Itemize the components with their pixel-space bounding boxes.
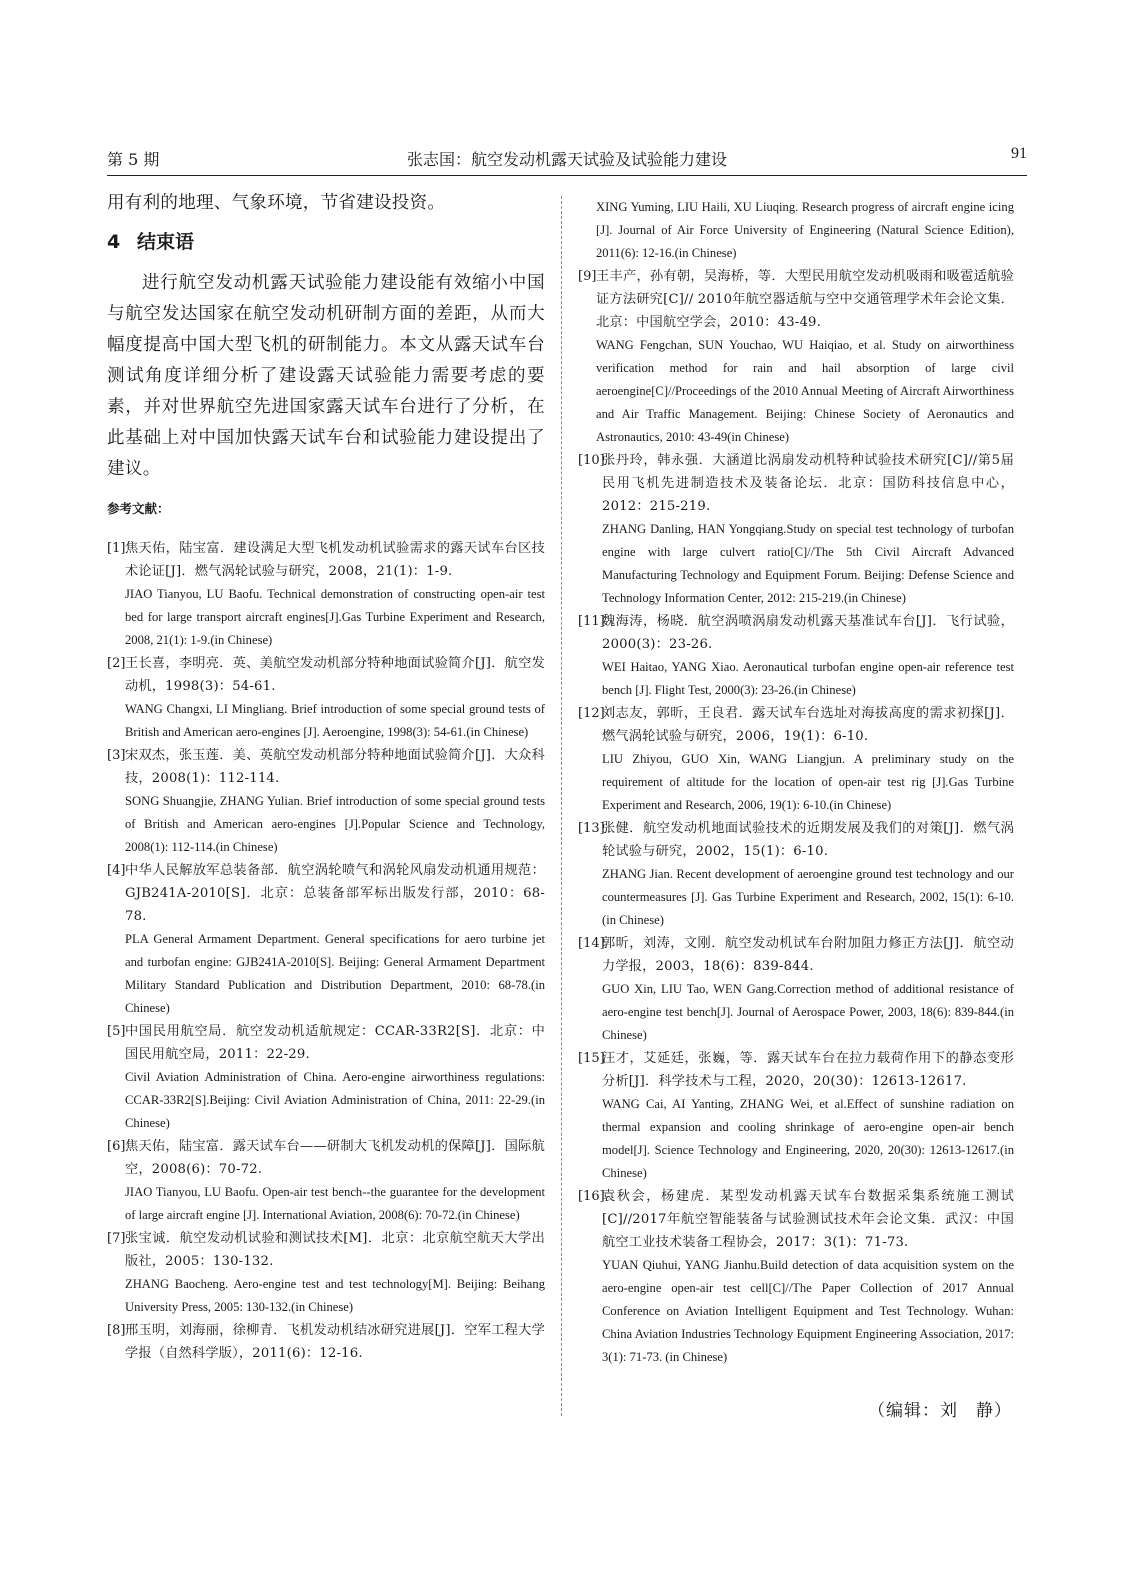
reference-number: [9] xyxy=(578,269,597,284)
reference-chinese: 魏海涛，杨晓．航空涡喷涡扇发动机露天基准试车台[J]．飞行试验，2000(3)：23-26. xyxy=(602,614,1014,652)
continued-text: 用有利的地理、气象环境，节省建设投资。 xyxy=(107,193,446,213)
reference-number: [12] xyxy=(578,706,605,721)
reference-item xyxy=(578,1185,1014,1369)
right-column xyxy=(578,196,1014,1369)
reference-number: [2] xyxy=(107,656,126,671)
reference-item xyxy=(107,652,545,744)
reference-number: [7] xyxy=(107,1231,126,1246)
running-title: 张志国：航空发动机露天试验及试验能力建设 xyxy=(406,150,727,169)
reference-chinese: 焦天佑，陆宝富．露天试车台——研制大飞机发动机的保障[J]．国际航空，2008(6)：70-72. xyxy=(125,1139,545,1177)
reference-english: WANG Changxi, LI Mingliang. Brief introduction of some special ground tests of British and American aero-engines [J]. Aeroengine, 1998(3): 54-61.(in Chinese) xyxy=(125,702,545,739)
reference-chinese: 袁秋会，杨建虎．某型发动机露天试车台数据采集系统施工测试[C]//2017年航空智能装备与试验测试技术年会论文集．武汉：中国航空工业技术装备工程协会，2017：3(1)：71-73. xyxy=(602,1189,1014,1250)
reference-number: [11] xyxy=(578,614,605,629)
reference-chinese: 汪才，艾延廷，张巍，等．露天试车台在拉力载荷作用下的静态变形分析[J]．科学技术与工程，2020，20(30)：12613-12617. xyxy=(602,1051,1014,1089)
reference-item xyxy=(578,610,1014,702)
reference-chinese: 王长喜，李明亮．英、美航空发动机部分特种地面试验简介[J]．航空发动机，1998(3)：54-61. xyxy=(125,656,545,694)
reference-number: [15] xyxy=(578,1051,605,1066)
reference-english: WANG Fengchan, SUN Youchao, WU Haiqiao, et al. Study on airworthiness verification method for rain and hail absorption of large civil aeroengine[C]//Proceedings of the 2010 Annual Meeting of Aircraft Airworthiness and Air Traffic Management. Beijing: Chinese Society of Aeronautics and Astronautics, 2010: 43-49(in Chinese) xyxy=(596,338,1014,444)
reference-chinese: 刘志友，郭昕，王良君．露天试车台选址对海拔高度的需求初探[J]．燃气涡轮试验与研究，2006，19(1)：6-10. xyxy=(602,706,1014,744)
reference-english: GUO Xin, LIU Tao, WEN Gang.Correction method of additional resistance of aero-engine test bench[J]. Journal of Aerospace Power, 2003, 18(6): 839-844.(in Chinese) xyxy=(602,982,1014,1042)
reference-item xyxy=(578,932,1014,1047)
reference-item xyxy=(107,1319,545,1365)
reference-number: [8] xyxy=(107,1323,126,1338)
reference-item xyxy=(107,1227,545,1319)
reference-english: LIU Zhiyou, GUO Xin, WANG Liangjun. A preliminary study on the requirement of altitude for the location of open-air test rig [J].Gas Turbine Experiment and Research, 2006, 19(1): 6-10.(in Chinese) xyxy=(602,752,1014,812)
reference-english: Civil Aviation Administration of China. Aero-engine airworthiness regulations: CCAR-33R2[S].Beijing: Civil Aviation Administration of China, 2011: 22-29.(in Chinese) xyxy=(125,1070,545,1130)
reference-number: [3] xyxy=(107,748,126,763)
reference-chinese: 宋双杰，张玉莲．美、英航空发动机部分特种地面试验简介[J]．大众科技，2008(1)：112-114. xyxy=(125,748,545,786)
reference-english: PLA General Armament Department. General specifications for aero turbine jet and turbofan engine: GJB241A-2010[S]. Beijing: General Armament Department Military Standard Publication and Distribution Department, 2010: 68-78.(in Chinese) xyxy=(125,932,545,1015)
reference-chinese: 邢玉明，刘海丽，徐柳青．飞机发动机结冰研究进展[J]．空军工程大学学报（自然科学版），2011(6)：12-16. xyxy=(125,1323,545,1361)
reference-english: JIAO Tianyou, LU Baofu. Open-air test bench--the guarantee for the development of large aircraft engine [J]. International Aviation, 2008(6): 70-72.(in Chinese) xyxy=(125,1185,545,1222)
reference-chinese: 张丹玲，韩永强．大涵道比涡扇发动机特种试验技术研究[C]//第5届民用飞机先进制造技术及装备论坛．北京：国防科技信息中心，2012：215-219. xyxy=(602,453,1014,514)
reference-item xyxy=(107,1135,545,1227)
section-number: 4 xyxy=(107,231,121,253)
reference-english: JIAO Tianyou, LU Baofu. Technical demonstration of constructing open-air test bed for large transport aircraft engines[J].Gas Turbine Experiment and Research, 2008, 21(1): 1-9.(in Chinese) xyxy=(125,587,545,647)
reference-english-continued: XING Yuming, LIU Haili, XU Liuqing. Research progress of aircraft engine icing [J]. Journal of Air Force University of Engineering (Natural Science Edition), 2011(6): 12-16.(in Chinese) xyxy=(596,200,1014,260)
reference-item xyxy=(578,1047,1014,1185)
conclusion-paragraph: 进行航空发动机露天试验能力建设能有效缩小中国与航空发达国家在航空发动机研制方面的差距，从而大幅度提高中国大型飞机的研制能力。本文从露天试车台测试角度详细分析了建设露天试验能力需要考虑的要素，并对世界航空先进国家露天试车台进行了分析，在此基础上对中国加快露天试车台和试验能力建设提出了建议。 xyxy=(107,273,545,479)
reference-number: [5] xyxy=(107,1024,126,1039)
reference-english: ZHANG Baocheng. Aero-engine test and test technology[M]. Beijing: Beihang University Press, 2005: 130-132.(in Chinese) xyxy=(125,1277,545,1314)
reference-number: [14] xyxy=(578,936,605,951)
reference-number: [13] xyxy=(578,821,605,836)
reference-item xyxy=(107,1020,545,1135)
running-header xyxy=(107,145,1027,176)
reference-number: [4] xyxy=(107,863,126,878)
reference-english: WANG Cai, AI Yanting, ZHANG Wei, et al.Effect of sunshine radiation on thermal expansion and cooling shrinkage of aero-engine open-air bench model[J]. Science Technology and Engineering, 2020, 20(30): 12613-12617.(in Chinese) xyxy=(602,1097,1014,1180)
reference-chinese: 郭昕，刘涛，文刚．航空发动机试车台附加阻力修正方法[J]．航空动力学报，2003，18(6)：839-844. xyxy=(602,936,1014,974)
reference-number: [10] xyxy=(578,453,605,468)
issue-label: 第 5 期 xyxy=(107,150,160,169)
reference-item xyxy=(107,537,545,652)
editor-credit: （编辑：刘 静） xyxy=(868,1401,1012,1421)
reference-number: [1] xyxy=(107,541,126,556)
reference-item xyxy=(107,859,545,1020)
left-column xyxy=(107,186,545,1365)
reference-number: [6] xyxy=(107,1139,126,1154)
reference-chinese: 中华人民解放军总装备部．航空涡轮喷气和涡轮风扇发动机通用规范：GJB241A-2010[S]．北京：总装备部军标出版发行部，2010：68-78. xyxy=(125,863,545,924)
reference-chinese: 张宝诚．航空发动机试验和测试技术[M]．北京：北京航空航天大学出版社，2005：130-132. xyxy=(125,1231,545,1269)
section-title: 结束语 xyxy=(137,231,195,253)
reference-chinese: 王丰产，孙有朝，吴海桥，等．大型民用航空发动机吸雨和吸雹适航验证方法研究[C]// 2010年航空器适航与空中交通管理学术年会论文集．北京：中国航空学会，2010：43-49. xyxy=(596,269,1014,330)
reference-chinese: 中国民用航空局．航空发动机适航规定：CCAR-33R2[S]．北京：中国民用航空局，2011：22-29. xyxy=(125,1024,545,1062)
reference-number: [16] xyxy=(578,1189,605,1204)
reference-item xyxy=(578,449,1014,610)
reference-item xyxy=(578,702,1014,817)
references-heading: 参考文献： xyxy=(107,501,170,516)
section-heading xyxy=(107,226,545,258)
reference-english: ZHANG Jian. Recent development of aeroengine ground test technology and our countermeasures [J]. Gas Turbine Experiment and Research, 2002, 15(1): 6-10.(in Chinese) xyxy=(602,867,1014,927)
reference-chinese: 张健．航空发动机地面试验技术的近期发展及我们的对策[J]．燃气涡轮试验与研究，2002，15(1)：6-10. xyxy=(602,821,1014,859)
reference-item xyxy=(107,744,545,859)
reference-english: YUAN Qiuhui, YANG Jianhu.Build detection of data acquisition system on the aero-engine open-air test cell[C]//The Paper Collection of 2017 Annual Conference on Aviation Intelligent Equipment and Test Technology. Wuhan: China Aviation Industries Technology Equipment Engineering Association, 2017: 3(1): 71-73. (in Chinese) xyxy=(602,1258,1014,1364)
reference-item xyxy=(578,817,1014,932)
reference-chinese: 焦天佑，陆宝富．建设满足大型飞机发动机试验需求的露天试车台区技术论证[J]．燃气涡轮试验与研究，2008，21(1)：1-9. xyxy=(125,541,545,579)
page-number: 91 xyxy=(1011,145,1027,162)
reference-english: WEI Haitao, YANG Xiao. Aeronautical turbofan engine open-air reference test bench [J]. Flight Test, 2000(3): 23-26.(in Chinese) xyxy=(602,660,1014,697)
column-divider xyxy=(561,196,562,1416)
reference-english: ZHANG Danling, HAN Yongqiang.Study on special test technology of turbofan engine with large culvert ratio[C]//The 5th Civil Aircraft Advanced Manufacturing Technology and Equipment Forum. Beijing: Defense Science and Technology Information Center, 2012: 215-219.(in Chinese) xyxy=(602,522,1014,605)
reference-item xyxy=(578,265,1014,449)
reference-english: SONG Shuangjie, ZHANG Yulian. Brief introduction of some special ground tests of British and American aero-engines [J].Popular Science and Technology, 2008(1): 112-114.(in Chinese) xyxy=(125,794,545,854)
